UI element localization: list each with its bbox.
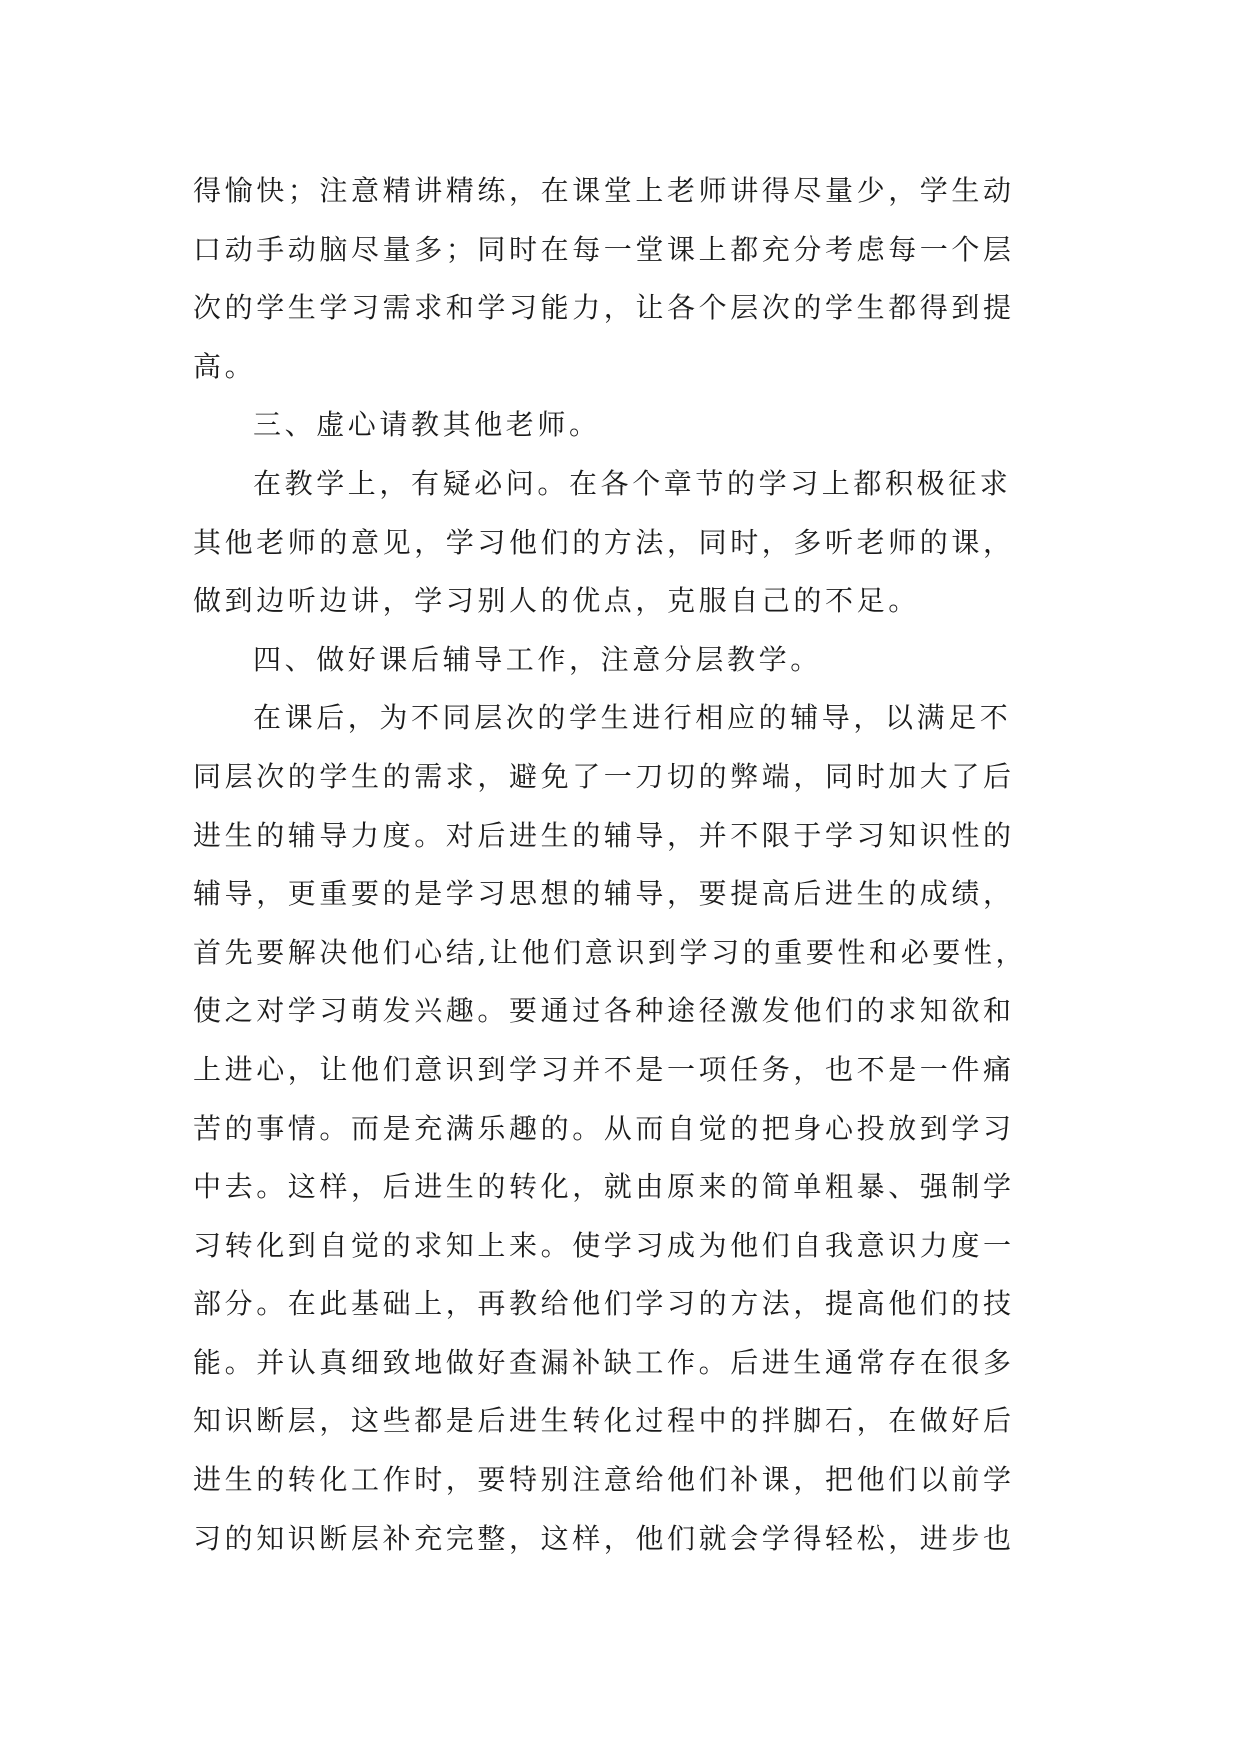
paragraph-line: 辅导，更重要的是学习思想的辅导，要提高后进生的成绩，: [193, 877, 1015, 911]
paragraph-line: 在课后，为不同层次的学生进行相应的辅导，以满足不: [253, 701, 1012, 735]
paragraph-line: 进生的转化工作时，要特别注意给他们补课，把他们以前学: [193, 1463, 1015, 1497]
paragraph-line: 次的学生学习需求和学习能力，让各个层次的学生都得到提: [193, 291, 1015, 325]
document-body: [193, 162, 1053, 1568]
paragraph-line: 做到边听边讲，学习别人的优点，克服自己的不足。: [193, 584, 920, 618]
paragraph-line: 得愉快；注意精讲精练，在课堂上老师讲得尽量少，学生动: [193, 174, 1015, 207]
paragraph-line: 习转化到自觉的求知上来。使学习成为他们自我意识力度一: [193, 1228, 1015, 1262]
paragraph-line: 高。: [193, 349, 257, 383]
paragraph-line: 使之对学习萌发兴趣。要通过各种途径激发他们的求知欲和: [193, 994, 1015, 1028]
section-heading: 三、虚心请教其他老师。: [253, 408, 601, 442]
paragraph-line: 知识断层，这些都是后进生转化过程中的拌脚石，在做好后: [193, 1404, 1015, 1438]
paragraph-line: 习的知识断层补充完整，这样，他们就会学得轻松，进步也: [193, 1521, 1015, 1555]
paragraph-line: 口动手动脑尽量多；同时在每一堂课上都充分考虑每一个层: [193, 232, 1015, 266]
paragraph-line: 在教学上，有疑必问。在各个章节的学习上都积极征求: [253, 466, 1012, 500]
paragraph-line: 中去。这样，后进生的转化，就由原来的简单粗暴、强制学: [193, 1170, 1015, 1204]
paragraph-line: 苦的事情。而是充满乐趣的。从而自觉的把身心投放到学习: [193, 1111, 1015, 1145]
paragraph-line: 其他老师的意见，学习他们的方法，同时，多听老师的课，: [193, 525, 1015, 559]
paragraph-line: 上进心，让他们意识到学习并不是一项任务，也不是一件痛: [193, 1052, 1015, 1086]
paragraph-line: 首先要解决他们心结,让他们意识到学习的重要性和必要性，: [193, 935, 1028, 969]
section-heading: 四、做好课后辅导工作，注意分层教学。: [253, 642, 822, 676]
paragraph-line: 同层次的学生的需求，避免了一刀切的弊端，同时加大了后: [193, 759, 1015, 793]
paragraph-line: 进生的辅导力度。对后进生的辅导，并不限于学习知识性的: [193, 818, 1015, 852]
paragraph-line: 能。并认真细致地做好查漏补缺工作。后进生通常存在很多: [193, 1345, 1015, 1379]
paragraph-line: 部分。在此基础上，再教给他们学习的方法，提高他们的技: [193, 1287, 1015, 1321]
